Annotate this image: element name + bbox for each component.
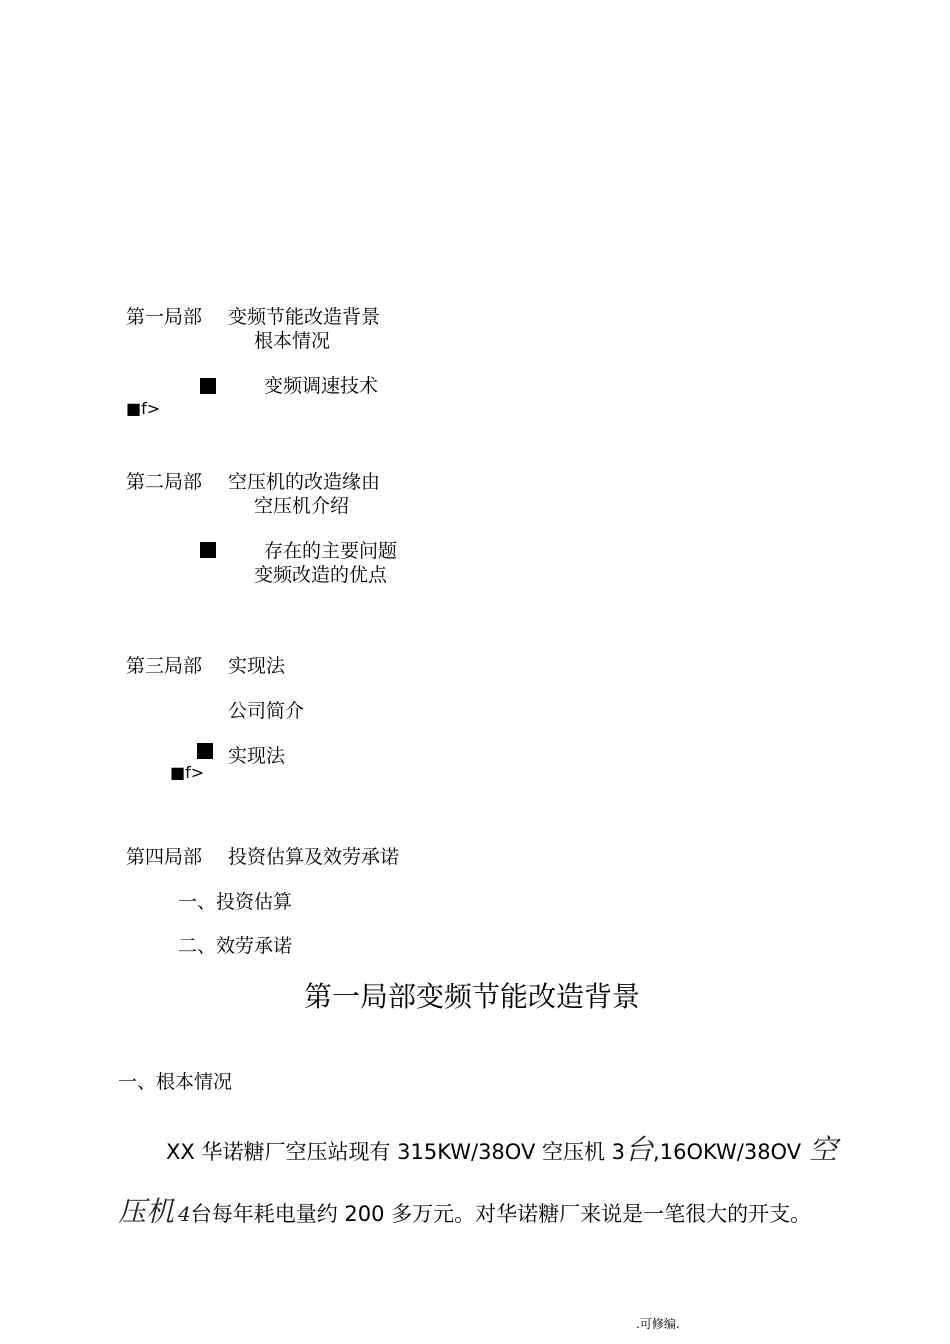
paragraph-italic-text: 空 xyxy=(809,1133,838,1166)
toc-part3-item-2: 实现法 xyxy=(228,745,286,767)
toc-part1-item-2: 变频调速技术 xyxy=(264,375,379,397)
paragraph-line-2 xyxy=(118,1190,811,1230)
toc-part4-label: 第四局部 xyxy=(126,846,203,868)
toc-part4-item-2: 二、效劳承诺 xyxy=(178,935,293,957)
toc-part1-title: 变频节能改造背景 xyxy=(228,306,381,328)
toc-part4-item-1: 一、投资估算 xyxy=(178,891,293,913)
bullet-square-icon xyxy=(200,378,216,394)
toc-part4-title: 投资估算及效劳承诺 xyxy=(228,846,400,868)
paragraph-text: 台每年耗电量约 200 多万元。对华诺糖厂来说是一笔很大的开支。 xyxy=(190,1202,812,1226)
paragraph-italic-text: 台 xyxy=(625,1133,654,1166)
toc-part2-item-1: 空压机介绍 xyxy=(254,495,350,517)
paragraph-italic-text: 4 xyxy=(178,1202,191,1226)
paragraph-text: ,16OKW/38OV xyxy=(653,1140,802,1164)
toc-part1-item-1: 根本情况 xyxy=(254,330,331,352)
paragraph-line-1 xyxy=(166,1128,837,1168)
toc-part3-item-1: 公司简介 xyxy=(228,700,305,722)
toc-part2-item-2: 存在的主要问题 xyxy=(264,540,398,562)
paragraph-italic-text: 压机 xyxy=(118,1195,175,1228)
toc-part2-title: 空压机的改造缘由 xyxy=(228,471,381,493)
bullet-square-icon xyxy=(197,743,213,759)
footer-note: .可修编. xyxy=(636,1317,680,1331)
section-heading: 第一局部变频节能改造背景 xyxy=(304,980,641,1013)
toc-part3-glyph: ■f> xyxy=(170,763,205,782)
toc-part3-title: 实现法 xyxy=(228,655,286,677)
bullet-square-icon xyxy=(200,542,216,558)
toc-part1-glyph: ■f> xyxy=(126,399,161,418)
section-subheading: 一、根本情况 xyxy=(118,1071,233,1093)
paragraph-text: XX 华诺糖厂空压站现有 315KW/38OV 空压机 3 xyxy=(166,1140,626,1164)
toc-part3-label: 第三局部 xyxy=(126,655,203,677)
toc-part2-label: 第二局部 xyxy=(126,471,203,493)
toc-part2-item-3: 变频改造的优点 xyxy=(254,564,388,586)
toc-part1-label: 第一局部 xyxy=(126,306,203,328)
